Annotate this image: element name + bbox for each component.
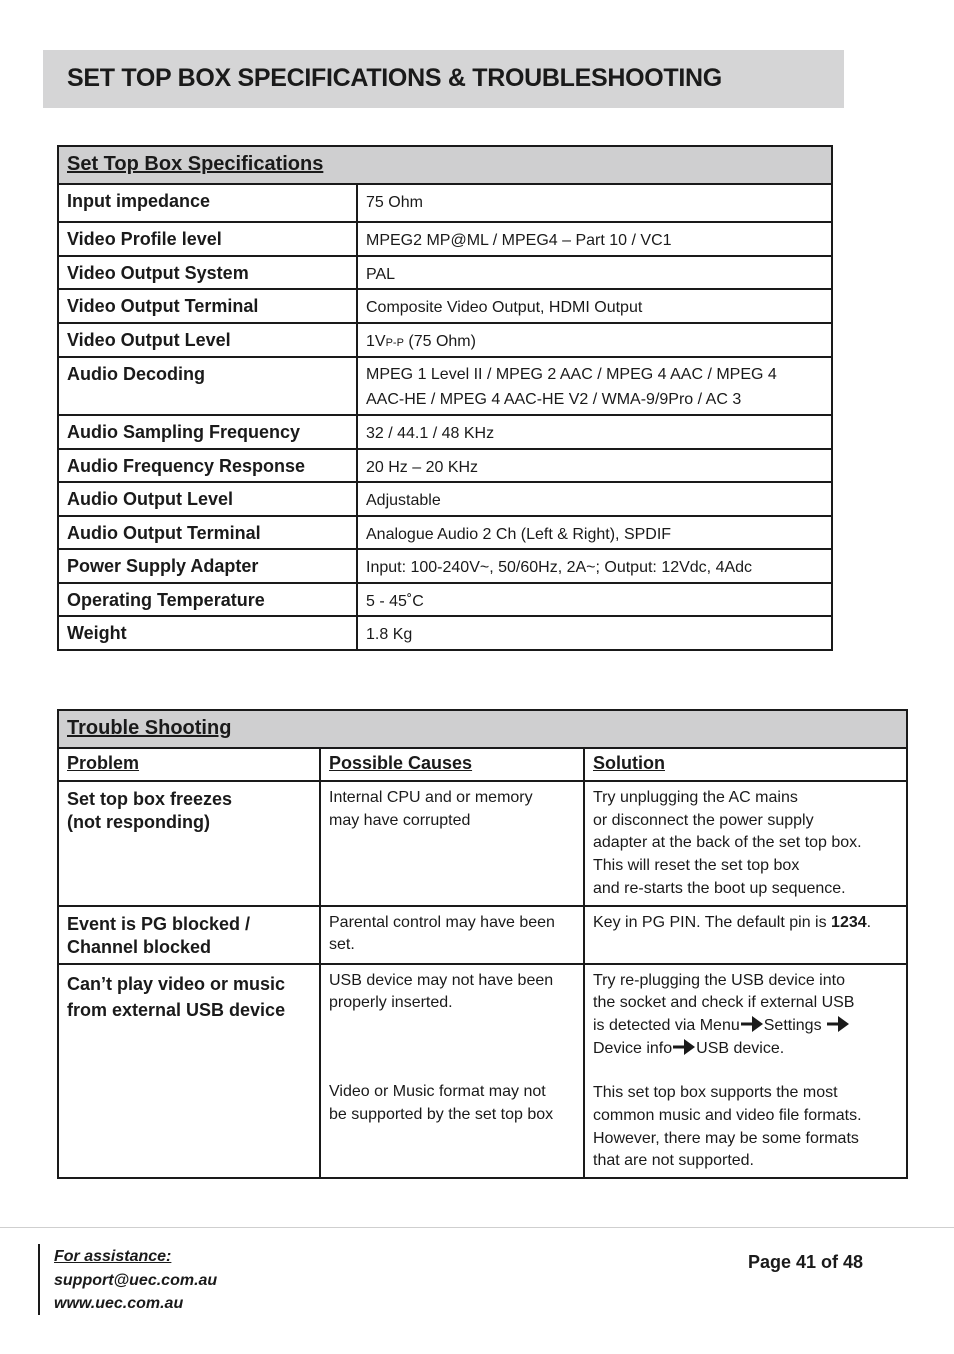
- spec-label: Weight: [58, 616, 357, 650]
- spec-row: [58, 516, 832, 549]
- spec-value: MPEG2 MP@ML / MPEG4 – Part 10 / VC1: [357, 222, 832, 256]
- problem-line: Channel blocked: [67, 936, 212, 957]
- solution-line: and re-starts the boot up sequence.: [593, 879, 846, 897]
- website-link[interactable]: www.uec.com.au: [54, 1295, 184, 1312]
- cause-cell: [320, 906, 584, 964]
- arrow-right-icon: [826, 1015, 850, 1033]
- support-email-link[interactable]: support@uec.com.au: [54, 1271, 218, 1289]
- spec-label: Audio Frequency Response: [58, 449, 357, 482]
- troubleshooting-row: [58, 906, 907, 964]
- solution-line: common music and video file formats.: [593, 1107, 862, 1125]
- troubleshooting-row: [58, 781, 907, 906]
- spec-row: [58, 449, 832, 482]
- solution-line: [593, 1015, 898, 1038]
- spec-label: Video Output System: [58, 256, 357, 289]
- problem-line: Set top box freezes: [67, 789, 233, 809]
- solution-text-end: .: [866, 913, 872, 931]
- spec-label: Audio Output Level: [58, 482, 357, 516]
- solution-line: This will reset the set top box: [593, 857, 800, 875]
- column-header-problem: Problem: [58, 748, 320, 781]
- problem-cell: [58, 781, 320, 906]
- spec-label: Audio Decoding: [58, 357, 357, 415]
- spec-row: [58, 289, 832, 323]
- spec-value: 32 / 44.1 / 48 KHz: [357, 415, 832, 449]
- cause-cell: [320, 781, 584, 906]
- spec-value: PAL: [357, 256, 832, 289]
- problem-cell: [58, 906, 320, 964]
- spec-row: [58, 549, 832, 583]
- problem-cell: [58, 964, 320, 1179]
- column-header-causes: Possible Causes: [320, 748, 584, 781]
- spec-value: 75 Ohm: [357, 184, 832, 222]
- solution-line: However, there may be some formats: [593, 1129, 859, 1147]
- spec-row: [58, 415, 832, 449]
- specifications-table: [57, 145, 833, 651]
- spec-row: [58, 616, 832, 650]
- troubleshooting-row: [58, 964, 907, 1179]
- spec-value: Input: 100-240V~, 50/60Hz, 2A~; Output: 12Vdc, 4Adc: [357, 549, 832, 583]
- spec-row: [58, 357, 832, 415]
- assistance-label: For assistance:: [54, 1248, 172, 1265]
- solution-line: or disconnect the power supply: [593, 811, 814, 829]
- solution-line: the socket and check if external USB: [593, 994, 855, 1012]
- spec-label: Input impedance: [58, 184, 357, 222]
- spec-label: Video Profile level: [58, 222, 357, 256]
- solution-line: Try unplugging the AC mains: [593, 789, 798, 806]
- spec-value: Composite Video Output, HDMI Output: [357, 289, 832, 323]
- spec-value: [357, 323, 832, 357]
- spec-label: Power Supply Adapter: [58, 549, 357, 583]
- column-header-solution: Solution: [584, 748, 907, 781]
- problem-line: (not responding): [67, 812, 210, 832]
- arrow-right-icon: [740, 1015, 764, 1033]
- spec-value-main: 1V: [366, 333, 386, 350]
- arrow-right-icon: [672, 1038, 696, 1056]
- troubleshooting-header-row: [58, 748, 907, 781]
- menu-path-text: Device info: [593, 1039, 673, 1057]
- spec-row: [58, 184, 832, 222]
- problem-line: Event is PG blocked /: [67, 913, 251, 934]
- solution-cell: [584, 781, 907, 906]
- menu-path-text: is detected via Menu: [593, 1016, 740, 1034]
- menu-path-text: USB device.: [696, 1039, 785, 1057]
- cause-line: Parental control may have been: [329, 913, 555, 931]
- menu-path-text: Settings: [763, 1016, 822, 1034]
- problem-line: Can’t play video or music: [67, 973, 286, 994]
- spec-value: Adjustable: [357, 482, 832, 516]
- spec-row: [58, 222, 832, 256]
- spec-row: [58, 256, 832, 289]
- spec-value: Analogue Audio 2 Ch (Left & Right), SPDIF: [357, 516, 832, 549]
- spec-value-line: MPEG 1 Level II / MPEG 2 AAC / MPEG 4 AAC / MPEG 4: [366, 366, 777, 383]
- cause-line: properly inserted.: [329, 994, 453, 1012]
- spec-row: [58, 323, 832, 357]
- solution-line: that are not supported.: [593, 1152, 754, 1170]
- cause-line: Internal CPU and or memory: [329, 789, 533, 806]
- spec-value-rest: (75 Ohm): [403, 333, 476, 350]
- spec-value: 20 Hz – 20 KHz: [357, 449, 832, 482]
- solution-line: adapter at the back of the set top box.: [593, 834, 862, 852]
- solution-cell: [584, 964, 907, 1179]
- troubleshooting-table-title: Trouble Shooting: [58, 710, 907, 748]
- default-pin: 1234: [831, 913, 867, 931]
- header-band: [43, 50, 844, 108]
- spec-value-subscript: P-P: [385, 337, 404, 349]
- cause-cell: [320, 964, 584, 1179]
- spec-label: Operating Temperature: [58, 583, 357, 616]
- spec-value: 1.8 Kg: [357, 616, 832, 650]
- footer-contact: [54, 1245, 217, 1316]
- cause-line: set.: [329, 936, 355, 954]
- cause-line: USB device may not have been: [329, 971, 554, 989]
- footer-accent-bar: [38, 1244, 40, 1315]
- specifications-table-title: Set Top Box Specifications: [58, 146, 832, 184]
- footer-divider: [0, 1227, 954, 1228]
- problem-line: from external USB device: [67, 999, 286, 1020]
- page-number: Page 41 of 48: [748, 1252, 864, 1272]
- spec-label: Audio Output Terminal: [58, 516, 357, 549]
- spec-value: [357, 357, 832, 415]
- cause-line: may have corrupted: [329, 811, 471, 829]
- spec-value-line: AAC-HE / MPEG 4 AAC-HE V2 / WMA-9/9Pro / AC 3: [366, 391, 742, 408]
- spec-row: [58, 583, 832, 616]
- troubleshooting-table: [57, 709, 908, 1179]
- solution-line: This set top box supports the most: [593, 1084, 838, 1102]
- spec-label: Video Output Level: [58, 323, 357, 357]
- cause-line: be supported by the set top box: [329, 1105, 554, 1123]
- solution-cell: [584, 906, 907, 964]
- solution-line: Try re-plugging the USB device into: [593, 971, 845, 989]
- solution-line: [593, 1038, 898, 1061]
- spec-value: 5 - 45˚C: [357, 583, 832, 616]
- spec-label: Audio Sampling Frequency: [58, 415, 357, 449]
- spec-row: [58, 482, 832, 516]
- page-title: SET TOP BOX SPECIFICATIONS & TROUBLESHOOTING: [67, 64, 722, 92]
- spec-label: Video Output Terminal: [58, 289, 357, 323]
- cause-line: Video or Music format may not: [329, 1082, 546, 1100]
- solution-text: Key in PG PIN. The default pin is: [593, 913, 832, 931]
